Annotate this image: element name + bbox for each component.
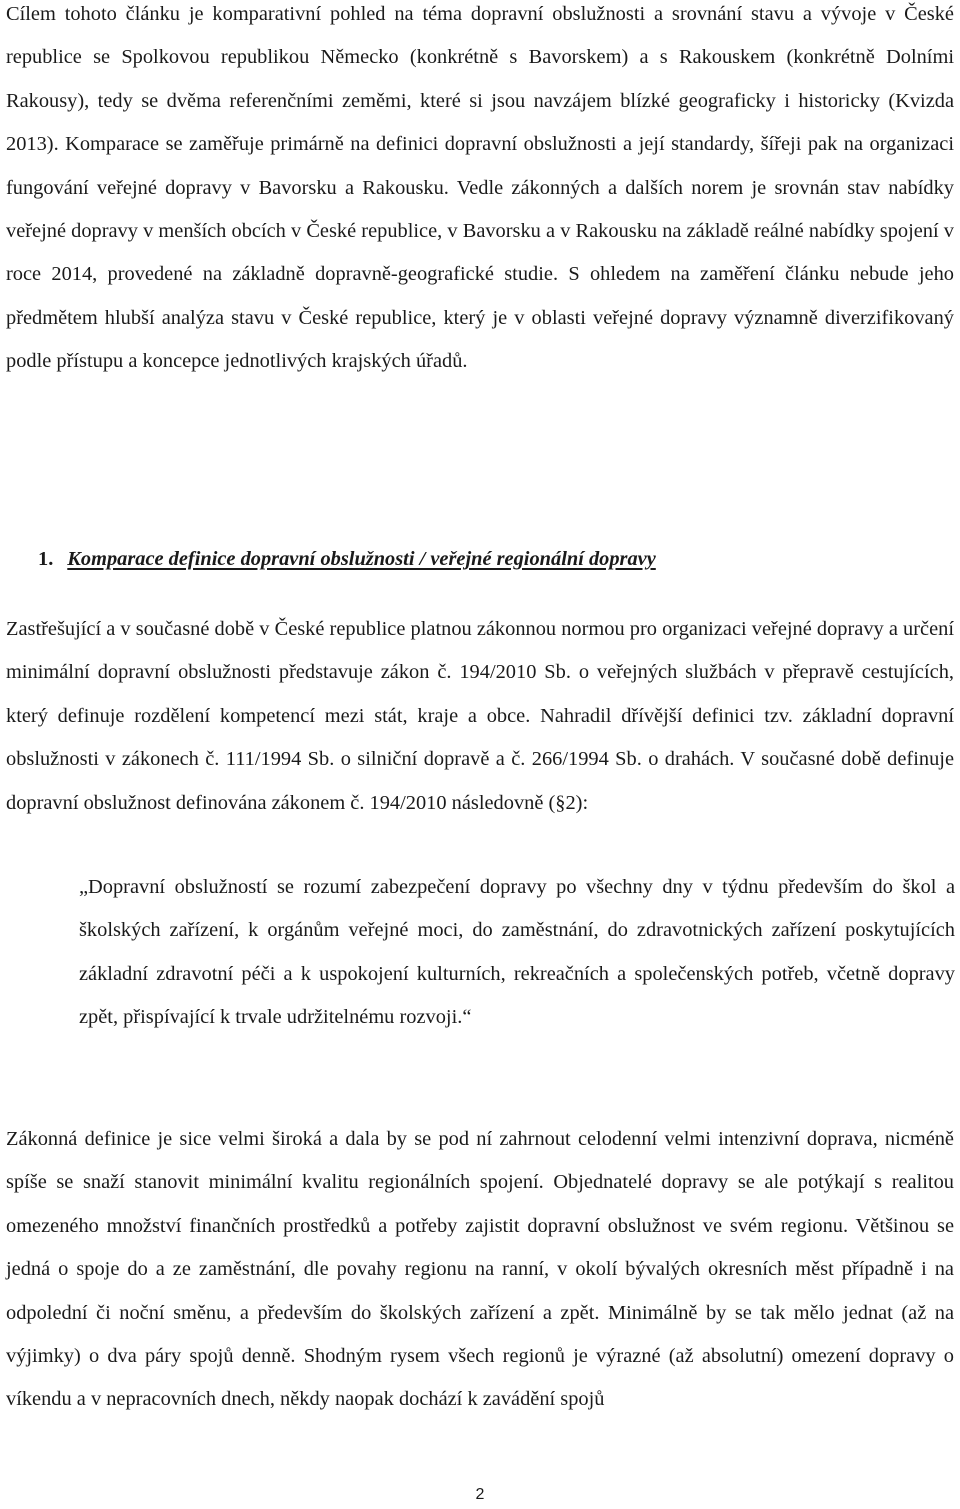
section-heading — [38, 548, 656, 571]
law-paragraph: Zastřešující a v současné době v České republice platnou zákonnou normou pro organizaci veřejné dopravy a určení minimální dopravní obslužnosti představuje zákon č. 194/2010 Sb. o veřejných službách v přepravě cestujících, který definuje rozdělení kompetencí mezi stát, kraje a obce. Nahradil dřívější definici tzv. základní dopravní obslužnosti v zákonech č. 111/1994 Sb. o silniční dopravě a č. 266/1994 Sb. o drahách. V současné době definuje dopravní obslužnost definována zákonem č. 194/2010 následovně (§2): — [6, 618, 954, 814]
page-number: 2 — [475, 1486, 485, 1503]
intro-paragraph: Cílem tohoto článku je komparativní pohled na téma dopravní obslužnosti a srovnání stavu a vývoje v České republice se Spolkovou republikou Německo (konkrétně s Bavorskem) a s Rakouskem (konkrétně Dolními Rakousy), tedy se dvěma referenčními zeměmi, které si jsou navzájem blízké geograficky i historicky (Kvizda 2013). Komparace se zaměřuje primárně na definici dopravní obslužnosti a její standardy, šířeji pak na organizaci fungování veřejné dopravy v Bavorsku a Rakousku. Vedle zákonných a dalších norem je srovnán stav nabídky veřejné dopravy v menších obcích v České republice, v Bavorsku a v Rakousku na základě reálné nabídky spojení v roce 2014, provedené na základně dopravně-geografické studie. S ohledem na zaměření článku nebude jeho předmětem hlubší analýza stavu v České republice, který je v oblasti veřejné dopravy významně diverzifikovaný podle přístupu a koncepce jednotlivých krajských úřadů. — [6, 3, 954, 373]
section-title: Komparace definice dopravní obslužnosti / veřejné regionální dopravy — [67, 548, 656, 570]
analysis-paragraph: Zákonná definice je sice velmi široká a dala by se pod ní zahrnout celodenní velmi intenzivní doprava, nicméně spíše se snaží stanovit minimální kvalitu regionálních spojení. Objednatelé dopravy se ale potýkají s realitou omezeného množství finančních prostředků a potřeby zajistit dopravní obslužnost ve svém regionu. Většinou se jedná o spoje do a ze zaměstnání, dle povahy regionu na ranní, v okolí bývalých okresních měst případně i na odpolední či noční směnu, a především do školských zařízení a zpět. Minimálně by se tak mělo jednat (až na výjimky) o dva páry spojů denně. Shodným rysem všech regionů je výrazné (až absolutní) omezení dopravy o víkendu a v nepracovních dnech, někdy naopak dochází k zavádění spojů — [6, 1128, 954, 1411]
law-quote: „Dopravní obslužností se rozumí zabezpečení dopravy po všechny dny v týdnu především do škol a školských zařízení, k orgánům veřejné moci, do zaměstnání, do zdravotnických zařízení poskytujících základní zdravotní péči a k uspokojení kulturních, rekreačních a společenských potřeb, včetně dopravy zpět, přispívající k trvale udržitelnému rozvoji.“ — [79, 876, 955, 1029]
section-number: 1. — [38, 548, 54, 570]
